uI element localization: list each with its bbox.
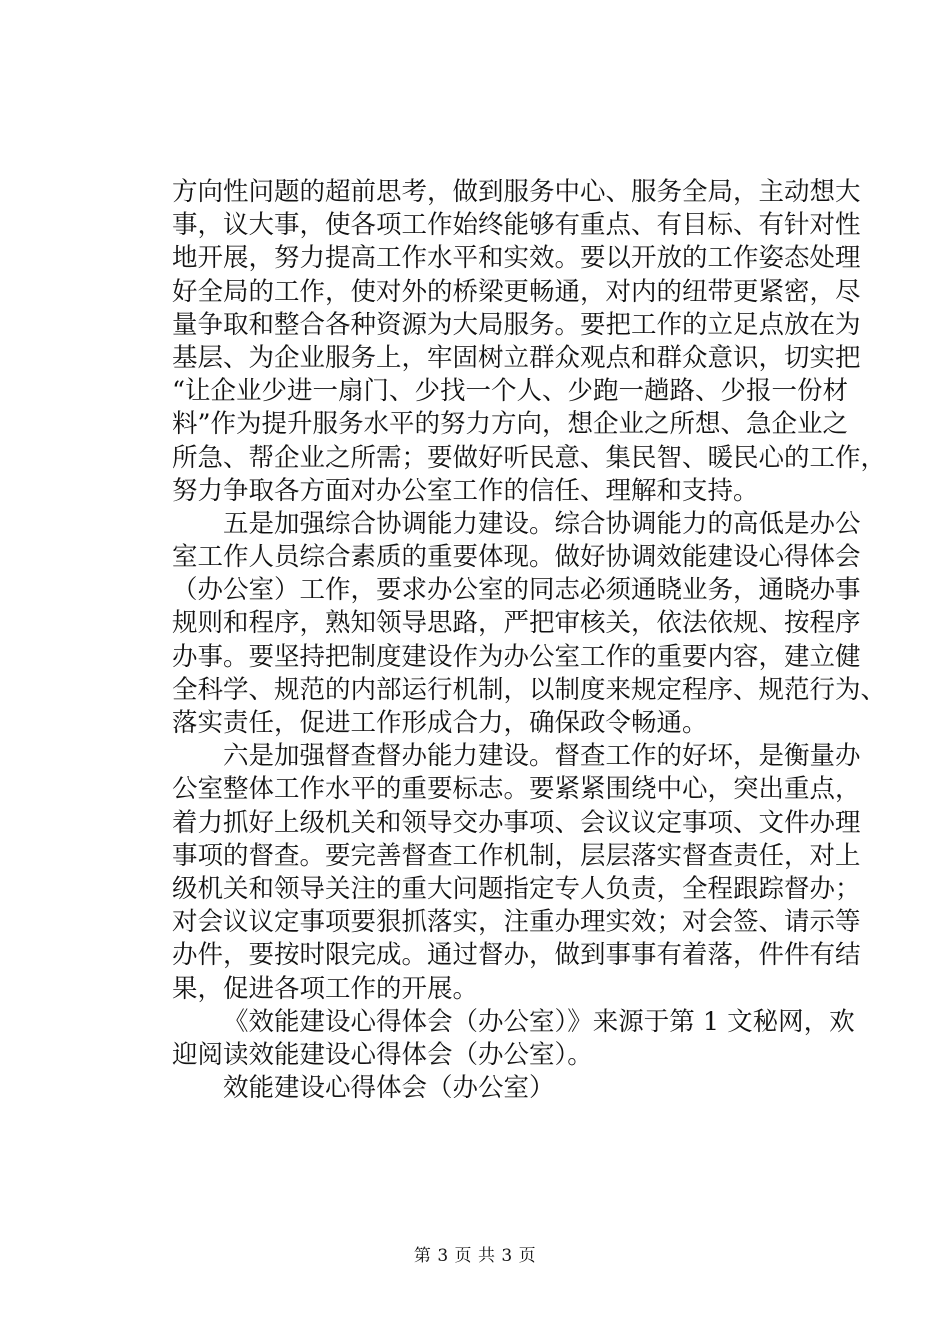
text-line: 办件，要按时限完成。通过督办，做到事事有着落，件件有结 xyxy=(172,940,861,971)
text-line: 事，议大事，使各项工作始终能够有重点、有目标、有针对性 xyxy=(172,210,861,241)
document-title-repeat: 效能建设心得体会（办公室） xyxy=(223,1073,555,1104)
text-line: 事项的督查。要完善督查工作机制，层层落实督查责任，对上 xyxy=(172,840,861,871)
text-line: 级机关和领导关注的重大问题指定专人负责，全程跟踪督办； xyxy=(172,873,861,904)
text-line: 地开展，努力提高工作水平和实效。要以开放的工作姿态处理 xyxy=(172,243,861,274)
text-line: 量争取和整合各种资源为大局服务。要把工作的立足点放在为 xyxy=(172,309,861,340)
text-line: 迎阅读效能建设心得体会（办公室）。 xyxy=(172,1039,593,1070)
page-number-footer: 第 3 页 共 3 页 xyxy=(413,1246,537,1266)
paragraph-five-start: 五是加强综合协调能力建设。综合协调能力的高低是办公 xyxy=(223,508,861,539)
text-line: 室工作人员综合素质的重要体现。做好协调效能建设心得体会 xyxy=(172,542,861,573)
text-line: 办事。要坚持把制度建设作为办公室工作的重要内容，建立健 xyxy=(172,641,861,672)
text-line: 着力抓好上级机关和领导交办事项、会议议定事项、文件办理 xyxy=(172,807,861,838)
text-line: 方向性问题的超前思考，做到服务中心、服务全局，主动想大 xyxy=(172,177,861,207)
text-line: 基层、为企业服务上，牢固树立群众观点和群众意识，切实把 xyxy=(172,342,861,373)
paragraph-six-start: 六是加强督查督办能力建设。督查工作的好坏，是衡量办 xyxy=(223,741,861,772)
document-body xyxy=(172,176,887,1105)
text-line: 努力争取各方面对办公室工作的信任、理解和支持。 xyxy=(172,475,759,506)
text-line: 果，促进各项工作的开展。 xyxy=(172,973,479,1004)
text-line: （办公室）工作，要求办公室的同志必须通晓业务，通晓办事 xyxy=(172,575,861,606)
text-line: 全科学、规范的内部运行机制，以制度来规定程序、规范行为、 xyxy=(172,674,887,705)
text-line: “让企业少进一扇门、少找一个人、少跑一趟路、少报一份材 xyxy=(172,376,849,407)
text-line: 料”作为提升服务水平的努力方向，想企业之所想、急企业之 xyxy=(172,409,849,440)
text-line: 好全局的工作，使对外的桥梁更畅通，对内的纽带更紧密，尽 xyxy=(172,276,861,307)
text-line: 公室整体工作水平的重要标志。要紧紧围绕中心，突出重点， xyxy=(172,774,861,805)
text-line: 规则和程序，熟知领导思路，严把审核关，依法依规、按程序 xyxy=(172,608,861,639)
text-line: 对会议议定事项要狠抓落实，注重办理实效；对会签、请示等 xyxy=(172,907,861,938)
source-note: 《效能建设心得体会（办公室）》来源于第 1 文秘网，欢 xyxy=(223,1006,855,1037)
text-line: 落实责任，促进工作形成合力，确保政令畅通。 xyxy=(172,708,708,738)
text-line: 所急、帮企业之所需；要做好听民意、集民智、暖民心的工作， xyxy=(172,442,887,473)
